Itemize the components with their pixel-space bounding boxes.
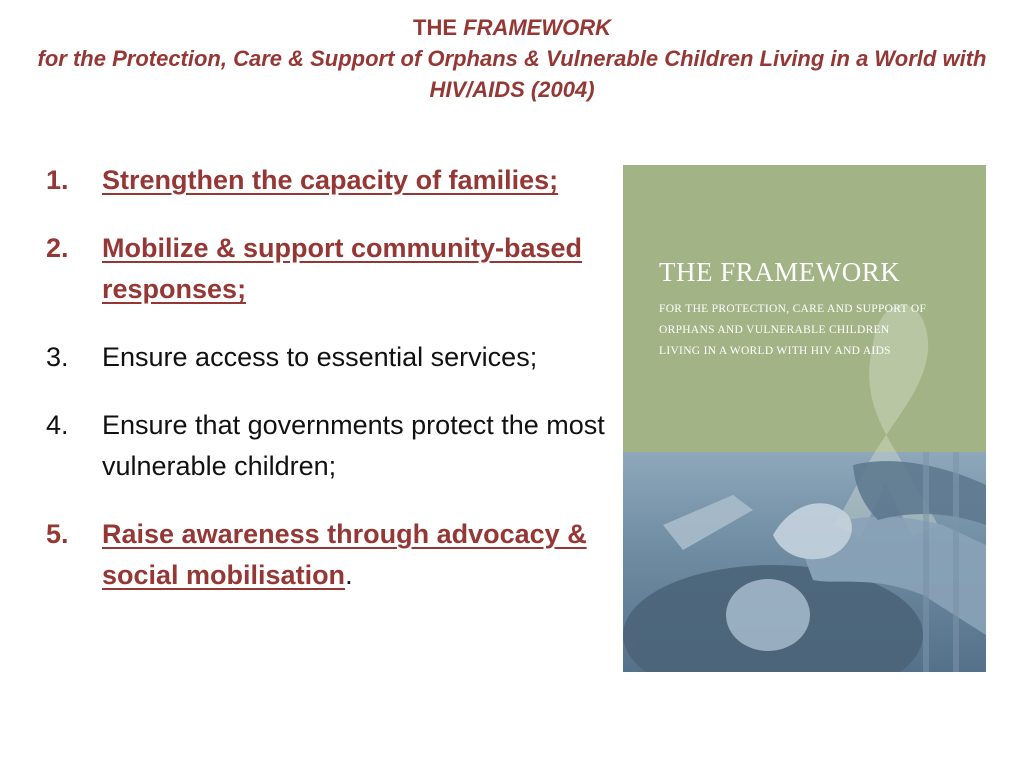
framework-list	[46, 160, 606, 623]
cover-subtitle-line: ORPHANS AND VULNERABLE CHILDREN	[659, 324, 890, 336]
cover-subtitle	[659, 299, 979, 362]
list-item	[46, 514, 606, 596]
cover-subtitle-line: LIVING IN A WORLD WITH HIV AND AIDS	[659, 345, 891, 357]
item-text: Ensure that governments protect the most vulnerable children;	[102, 410, 605, 481]
report-cover-image	[623, 165, 986, 672]
hands-photo	[623, 452, 986, 672]
cover-subtitle-line: FOR THE PROTECTION, CARE AND SUPPORT OF	[659, 303, 927, 315]
list-item	[46, 160, 606, 201]
slide-title	[20, 12, 1004, 105]
item-trailing-period: .	[345, 560, 353, 590]
item-number: 2.	[46, 233, 69, 263]
item-number: 4.	[46, 410, 69, 440]
title-line	[20, 12, 1004, 43]
list-item	[46, 228, 606, 310]
item-text: Ensure access to essential services;	[102, 342, 538, 372]
title-emphasis: FRAMEWORK	[463, 15, 611, 40]
title-lead: THE	[413, 15, 464, 40]
cover-illustration	[623, 165, 986, 672]
item-link[interactable]: Mobilize & support community-based responses;	[102, 233, 583, 304]
item-number: 1.	[46, 165, 69, 195]
list-item	[46, 337, 606, 378]
item-number: 3.	[46, 342, 69, 372]
title-subtitle: for the Protection, Care & Support of Orphans & Vulnerable Children Living in a World with HIV/AIDS (2004)	[37, 46, 987, 102]
item-link[interactable]: Raise awareness through advocacy & social mobilisation	[102, 519, 587, 590]
item-link[interactable]: Strengthen the capacity of families;	[102, 165, 559, 195]
cover-title: THE FRAMEWORK	[659, 257, 901, 287]
item-number: 5.	[46, 519, 69, 549]
list-item	[46, 405, 606, 487]
